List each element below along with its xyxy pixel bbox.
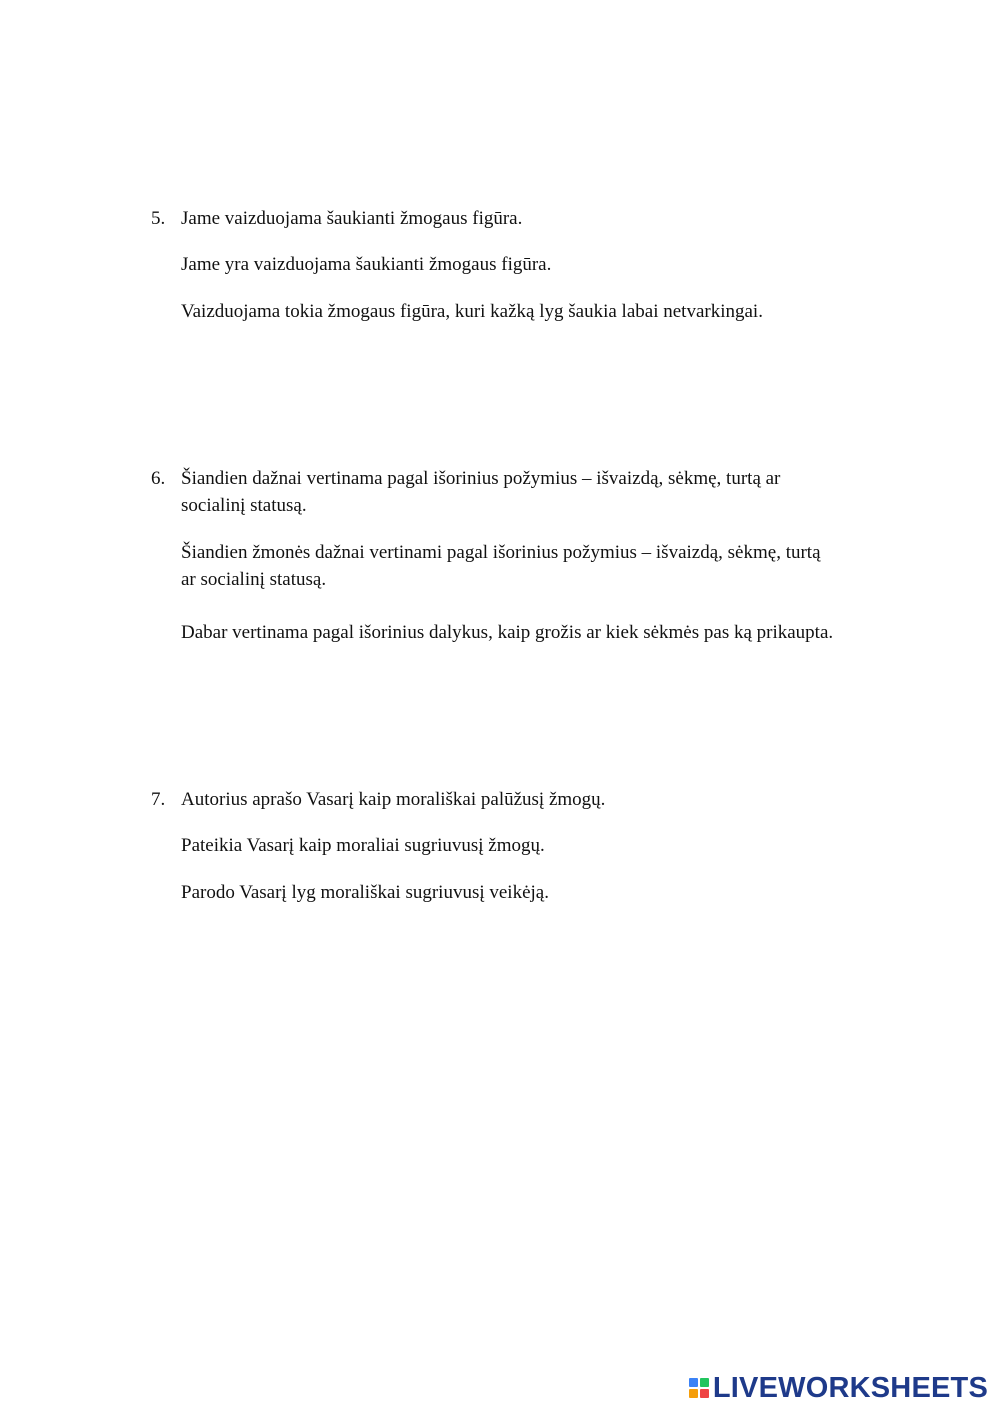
logo-square-3 [689, 1389, 698, 1398]
item-7-number: 7. [151, 789, 166, 810]
item-6-number: 6. [151, 468, 166, 489]
logo-square-1 [689, 1378, 698, 1387]
item-5-answer-2: Vaizduojama tokia žmogaus figūra, kuri kažką lyg šaukia labai netvarkingai. [181, 301, 763, 322]
item-7-question: Autorius aprašo Vasarį kaip morališkai palūžusį žmogų. [181, 789, 606, 810]
item-5-answer-1: Jame yra vaizduojama šaukianti žmogaus figūra. [181, 254, 552, 275]
item-6-question-line-2: socialinį statusą. [181, 495, 307, 516]
item-6-answer-1-line-1: Šiandien žmonės dažnai vertinami pagal išorinius požymius – išvaizdą, sėkmę, turtą [181, 542, 821, 563]
logo-squares-icon [689, 1378, 709, 1398]
item-6-answer-2: Dabar vertinama pagal išorinius dalykus, kaip grožis ar kiek sėkmės pas ką prikaupta. [181, 622, 834, 643]
item-7-answer-1: Pateikia Vasarį kaip moraliai sugriuvusį žmogų. [181, 835, 545, 856]
logo-text: LIVEWORKSHEETS [712, 1371, 988, 1404]
item-7-answer-2: Parodo Vasarį lyg morališkai sugriuvusį veikėją. [181, 882, 549, 903]
logo-square-2 [700, 1378, 709, 1387]
liveworksheets-logo[interactable] [689, 1370, 988, 1406]
item-5-question: Jame vaizduojama šaukianti žmogaus figūra. [181, 208, 523, 229]
item-6-question-line-1: Šiandien dažnai vertinama pagal išorinius požymius – išvaizdą, sėkmę, turtą ar [181, 468, 781, 489]
logo-square-4 [700, 1389, 709, 1398]
item-6-answer-1-line-2: ar socialinį statusą. [181, 569, 327, 590]
item-5-number: 5. [151, 208, 166, 229]
